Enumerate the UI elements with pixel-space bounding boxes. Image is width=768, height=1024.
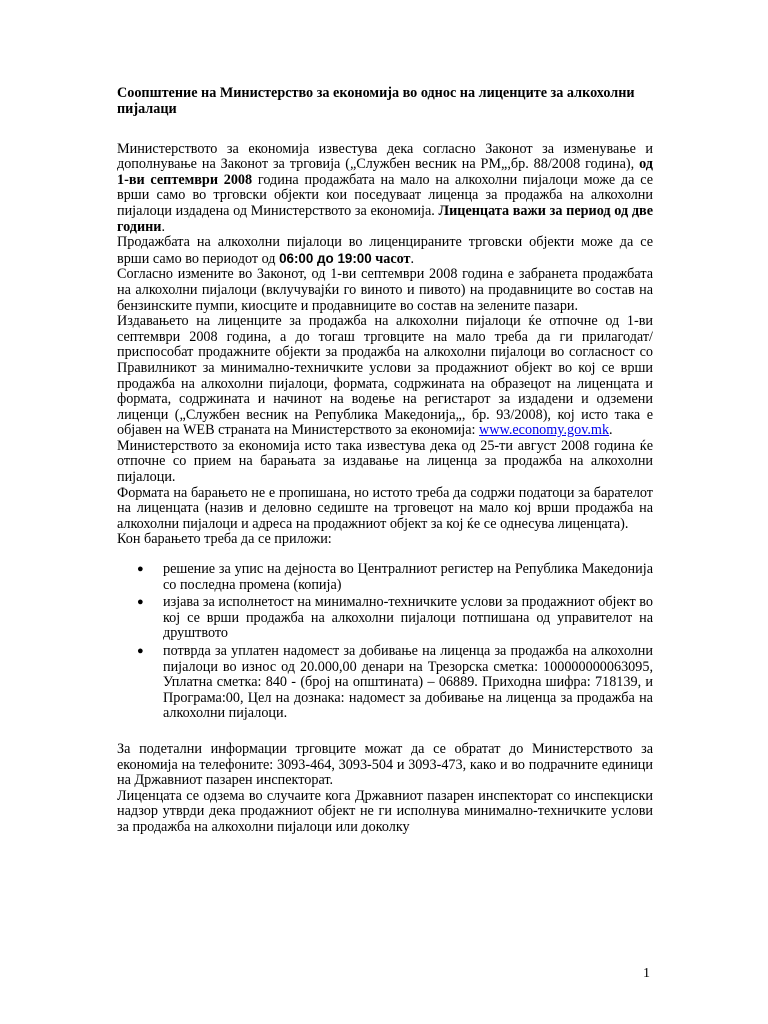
- paragraph-text: Издавањето на лиценците за продажба на алкохолни пијалоци ќе отпочне од 1-ви септември 2008 година, а до тогаш трговците на мало треба да ги прилагодат/приспособат продажните објекти за продажба на алкохолни пијалоци во согласност со Правилникот за минимално-техничките услови за продажниот објект во кој се врши продажба на алкохолни пијалоци, формата, содржината на образецот на лиценцата и формата, содржината и начинот на водење на регистарот за издадени и одземени лиценци („Службен весник на Република Македонија„, бр. 93/2008), кој исто така е објавен на WEB страната на Министерството за економија:: [117, 313, 653, 439]
- attachments-list: [117, 562, 653, 722]
- ministry-website-link[interactable]: www.economy.gov.mk: [479, 422, 610, 439]
- list-item-text: изјава за исполнетост на минимално-техничките услови за продажниот објект во кој се врши продажба на алкохолни пијалоци потпишана од управителот на друштвото: [163, 594, 653, 642]
- document-closing: [117, 742, 653, 836]
- paragraph-revocation: Лиценцата се одзема во случаите кога Државниот пазарен инспекторат со инспекциски надзор утврди дека продажниот објект не ги исполнува минимално-техничките услови за продажба на алкохолни пијалоци или доколку: [117, 787, 653, 835]
- list-item: [117, 562, 653, 593]
- paragraph-attachments-intro: Кон барањето треба да се приложи:: [117, 531, 332, 548]
- bullet-icon: ●: [137, 596, 144, 609]
- hours-bold: 06:00 до 19:00: [279, 250, 372, 266]
- list-item-text: потврда за уплатен надомест за добивање на лиценца за продажба на алкохолни пијалоци во износ од 20.000,00 денари на Трезорска сметка: 100000000063095, Уплатна сметка: 840 - (број на општината) – 06889. Приходна шифра: 718139, и Програма:00, Цел на дознака: надомест за добивање на лиценца за продажба на алкохолни пијалоци.: [163, 643, 653, 722]
- bullet-icon: ●: [137, 563, 144, 576]
- page-number: 1: [643, 966, 650, 981]
- paragraph-text: Министерството за економија известува дека согласно Законот за изменување и дополнување на Законот за трговија („Службен весник на РМ„,бр. 88/2008 година),: [117, 140, 653, 173]
- document-body: [117, 142, 653, 548]
- list-item: [117, 595, 653, 642]
- list-item: [117, 644, 653, 722]
- paragraph-hours: [117, 235, 653, 267]
- paragraph-issuance: [117, 314, 653, 439]
- start-date-bold: од 1-ви септември 2008: [117, 156, 653, 188]
- paragraph-announcement: [117, 142, 653, 236]
- paragraph-application-form: Формата на барањето не е пропишана, но истото треба да содржи податоци за барателот на лиценцата (назив и деловно седиште на трговецот на мало кој врши продажба на алкохолни пијалоци и адреса на продажниот објект за кој ќе се однесува лиценцата).: [117, 484, 653, 532]
- paragraph-contact: За подетални информации трговците можат да се обратат до Министерството за економија на телефоните: 3093-464, 3093-504 и 3093-473, како и во подрачните единици на Државниот пазарен инспекторат.: [117, 740, 653, 789]
- paragraph-text: .: [609, 422, 613, 439]
- paragraph-text: .: [161, 218, 166, 235]
- license-validity-bold: Лиценцата важи за период од две години: [117, 202, 653, 235]
- page-title: Соопштение на Министерство за економија во однос на лиценците за алкохолни пијалаци: [117, 85, 635, 117]
- document-page: [117, 86, 653, 836]
- paragraph-text: .: [410, 250, 415, 267]
- paragraph-applications: Министерството за економија исто така известува дека од 25-ти август 2008 година ќе отпочне со прием на барањата за издавање на лиценца за продажба на алкохолни пијалоци.: [117, 437, 653, 486]
- paragraph-text: Продажбата на алкохолни пијалоци во лиценцираните трговски објекти може да се врши само во периодот од: [117, 234, 653, 267]
- hours-unit-bold: часот: [375, 250, 411, 267]
- paragraph-prohibition: Согласно измените во Законот, од 1-ви септември 2008 година е забранета продажбата на алкохолни пијалоци (вклучувајќи го виното и пивото) на продавниците во состав на бензинските пумпи, киосците и продавниците во состав на зелените пазари.: [117, 266, 653, 314]
- list-item-text: решение за упис на дејноста во Централниот регистер на Република Македонија со последна промена (копија): [163, 561, 653, 593]
- paragraph-text: година продажбата на мало на алкохолни пијалоци може да се врши само во трговски објекти кои поседуваат лиценца за продажба на алкохолни пијалоци издадена од Министерството за економија.: [117, 171, 653, 219]
- bullet-icon: ●: [137, 645, 144, 657]
